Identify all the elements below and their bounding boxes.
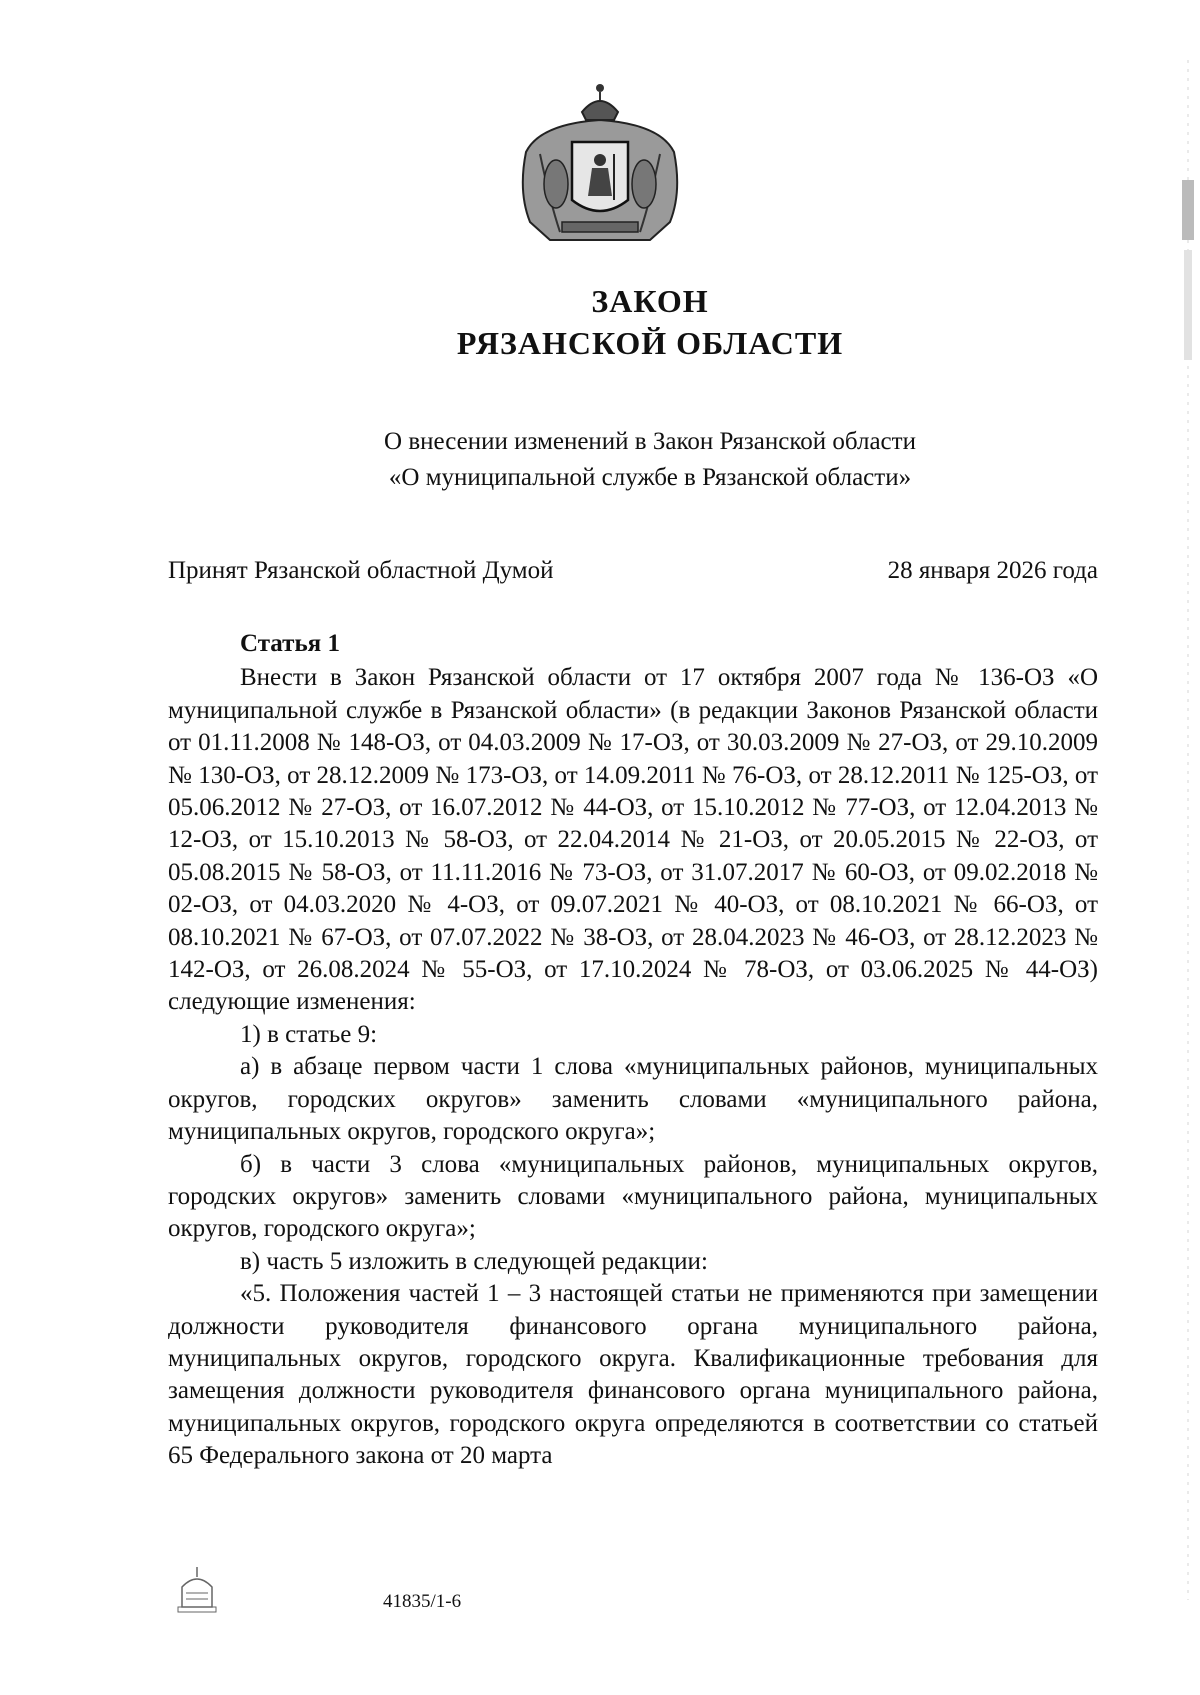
article-heading: Статья 1 [240, 630, 340, 657]
paragraph: Внести в Закон Рязанской области от 17 октября 2007 года № 136-ОЗ «О муниципальной службе в Рязанской области» (в редакции Законов Рязанской области от 01.11.2008 № 148-ОЗ, от 04.03.2009 № 17-ОЗ, от 30.03.2009 № 27-ОЗ, от 29.10.2009 № 130-ОЗ, от 28.12.2009 № 173-ОЗ, от 14.09.2011 № 76-ОЗ, от 28.12.2011 № 125-ОЗ, от 05.06.2012 № 27-ОЗ, от 16.07.2012 № 44-ОЗ, от 15.10.2012 № 77-ОЗ, от 12.04.2013 № 12-ОЗ, от 15.10.2013 № 58-ОЗ, от 22.04.2014 № 21-ОЗ, от 20.05.2015 № 22-ОЗ, от 05.08.2015 № 58-ОЗ, от 11.11.2016 № 73-ОЗ, от 31.07.2017 № 60-ОЗ, от 09.02.2018 № 02-ОЗ, от 04.03.2020 № 4-ОЗ, от 09.07.2021 № 40-ОЗ, от 08.10.2021 № 66-ОЗ, от 08.10.2021 № 67-ОЗ, от 07.07.2022 № 38-ОЗ, от 28.04.2023 № 46-ОЗ, от 28.12.2023 № 142-ОЗ, от 26.08.2024 № 55-ОЗ, от 17.10.2024 № 78-ОЗ, от 03.06.2025 № 44-ОЗ) следующие изменения: [168, 664, 1098, 1016]
document-subtitle [0, 424, 1200, 496]
paragraph: а) в абзаце первом части 1 слова «муниципальных районов, муниципальных округов, городских округов» заменить словами «муниципального района, муниципальных округов, городского округа»; [168, 1053, 1098, 1146]
subtitle-line-2: «О муниципальной службе в Рязанской области» [388, 464, 912, 491]
adoption-line [168, 557, 1098, 585]
title-line-2: РЯЗАНСКОЙ ОБЛАСТИ [456, 325, 844, 361]
coat-of-arms-icon [500, 72, 700, 252]
document-number: 41835/1-6 [383, 1591, 462, 1612]
paragraph: «5. Положения частей 1 – 3 настоящей статьи не применяются при замещении должности руководителя финансового органа муниципального района, муниципальных округов, городского округа. Квалификационные требования для замещения должности руководителя финансового органа муниципального района, муниципальных округов, городского округа определяются в соответствии со статьей 65 Федерального закона от 20 марта [168, 1280, 1098, 1470]
paragraph: б) в части 3 слова «муниципальных районов, муниципальных округов, городских округов» заменить словами «муниципального района, муниципальных округов, городского округа»; [168, 1150, 1098, 1243]
scan-edge-marks [1178, 60, 1196, 1600]
adopted-date: 28 января 2026 года [887, 557, 1098, 584]
paragraph: 1) в статье 9: [240, 1020, 378, 1048]
title-line-1: ЗАКОН [591, 283, 709, 319]
article-body [168, 628, 1098, 1473]
adopted-by: Принят Рязанской областной Думой [168, 557, 554, 584]
document-title [0, 280, 1200, 364]
paragraph: в) часть 5 изложить в следующей редакции: [240, 1247, 708, 1275]
printing-house-stamp-icon [172, 1563, 222, 1615]
subtitle-line-1: О внесении изменений в Закон Рязанской области [384, 428, 916, 455]
